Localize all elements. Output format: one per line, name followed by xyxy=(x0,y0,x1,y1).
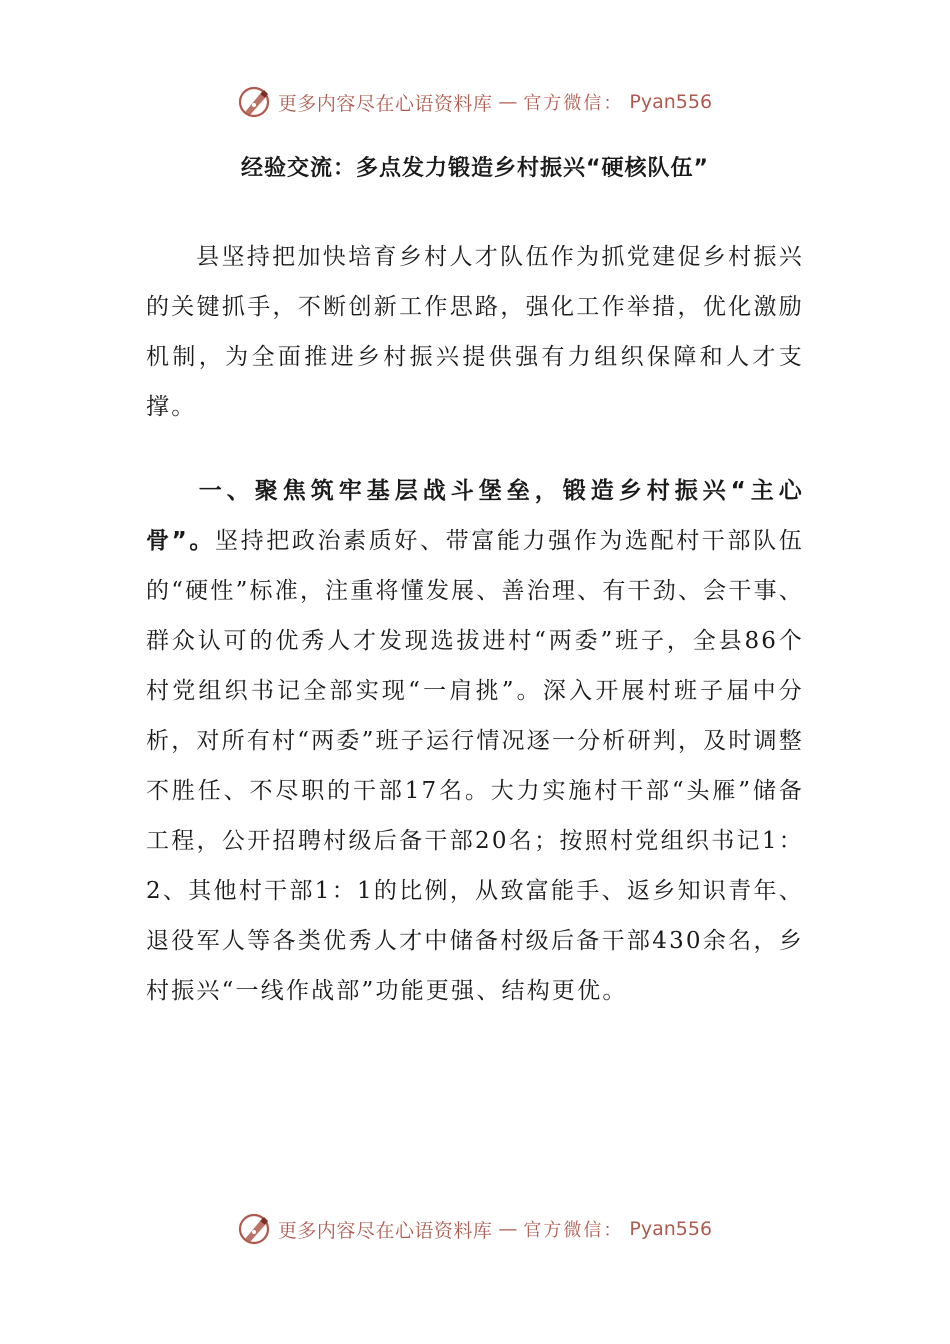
watermark-separator: — xyxy=(498,1218,518,1240)
pen-nib-logo-icon xyxy=(238,85,272,119)
section-1-heading: 一、聚焦筑牢基层战斗堡垒，锻造乡村振兴“主心骨”。 xyxy=(146,478,804,554)
pen-nib-logo-icon xyxy=(238,1212,272,1246)
watermark-id: Pyan556 xyxy=(629,91,713,113)
watermark-label: 官方微信： xyxy=(523,93,624,114)
watermark-footer xyxy=(0,1209,950,1249)
watermark-label: 官方微信： xyxy=(523,1220,624,1241)
watermark-text: 更多内容尽在心语资料库 xyxy=(277,1219,493,1242)
document-title: 经验交流：多点发力锻造乡村振兴“硬核队伍” xyxy=(241,156,709,181)
watermark-text: 更多内容尽在心语资料库 xyxy=(277,92,493,115)
section-1-body: 坚持把政治素质好、带富能力强作为选配村干部队伍的“硬性”标准，注重将懂发展、善治理、有干劲、会干事、群众认可的优秀人才发现选拔进村“两委”班子，全县86个村党组织书记全部实现“一肩挑”。深入开展村班子届中分析，对所有村“两委”班子运行情况逐一分析研判，及时调整不胜任、不尽职的干部17名。大力实施村干部“头雁”储备工程，公开招聘村级后备干部20名；按照村党组织书记1：2、其他村干部1：1的比例，从致富能手、返乡知识青年、退役军人等各类优秀人才中储备村级后备干部430余名，乡村振兴“一线作战部”功能更强、结构更优。 xyxy=(146,528,804,1004)
intro-paragraph xyxy=(146,232,804,432)
watermark-header xyxy=(0,82,950,122)
section-1-paragraph xyxy=(146,466,804,1016)
watermark-id: Pyan556 xyxy=(629,1218,713,1240)
watermark-separator: — xyxy=(498,91,518,113)
intro-text: 县坚持把加快培育乡村人才队伍作为抓党建促乡村振兴的关键抓手，不断创新工作思路，强化工作举措，优化激励机制，为全面推进乡村振兴提供强有力组织保障和人才支撑。 xyxy=(146,244,804,420)
